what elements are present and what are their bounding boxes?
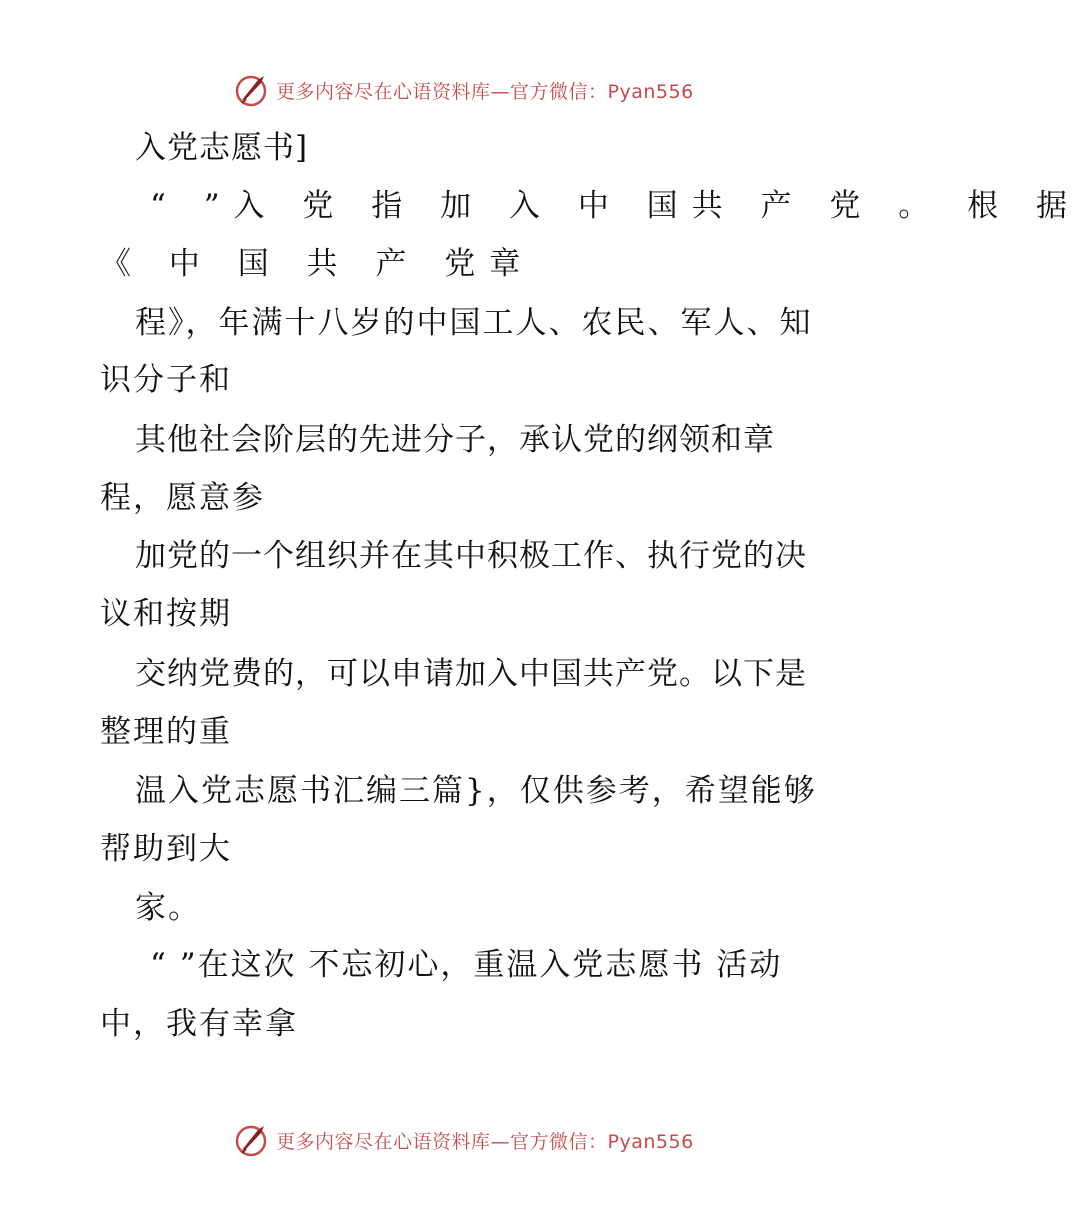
header-banner xyxy=(234,70,714,110)
body-line: “ ”在这次 不忘初心，重温入党志愿书 活动 xyxy=(150,947,783,983)
body-line: 程，愿意参 xyxy=(100,480,265,516)
body-line: 交纳党费的，可以申请加入中国共产党。以下是 xyxy=(135,656,807,692)
body-line: 温入党志愿书汇编三篇}，仅供参考，希望能够 xyxy=(135,773,817,809)
body-line: 整理的重 xyxy=(100,714,232,750)
footer-banner-text: 更多内容尽在心语资料库—官方微信：Pyan556 xyxy=(276,1130,694,1153)
body-line: 其他社会阶层的先进分子，承认党的纲领和章 xyxy=(135,422,775,458)
body-line: 程》，年满十八岁的中国工人、农民、军人、知 xyxy=(135,305,813,341)
quill-pen-logo-icon xyxy=(234,72,270,108)
body-line: 识分子和 xyxy=(100,362,232,398)
body-line: 加党的一个组织并在其中积极工作、执行党的决 xyxy=(135,538,807,574)
body-line: 帮助到大 xyxy=(100,831,232,867)
header-banner-text: 更多内容尽在心语资料库—官方微信：Pyan556 xyxy=(276,80,694,103)
footer-banner xyxy=(234,1120,714,1160)
body-line: “ ”入 党 指 加 入 中 国共 产 党 。 根 据 xyxy=(150,188,1081,224)
body-line: 家。 xyxy=(135,890,201,926)
body-line: 入党志愿书] xyxy=(135,130,309,166)
body-line: 中，我有幸拿 xyxy=(100,1006,298,1042)
body-line: 《 中 国 共 产 党章 xyxy=(100,246,535,282)
quill-pen-logo-icon xyxy=(234,1122,270,1158)
body-line: 议和按期 xyxy=(100,596,232,632)
